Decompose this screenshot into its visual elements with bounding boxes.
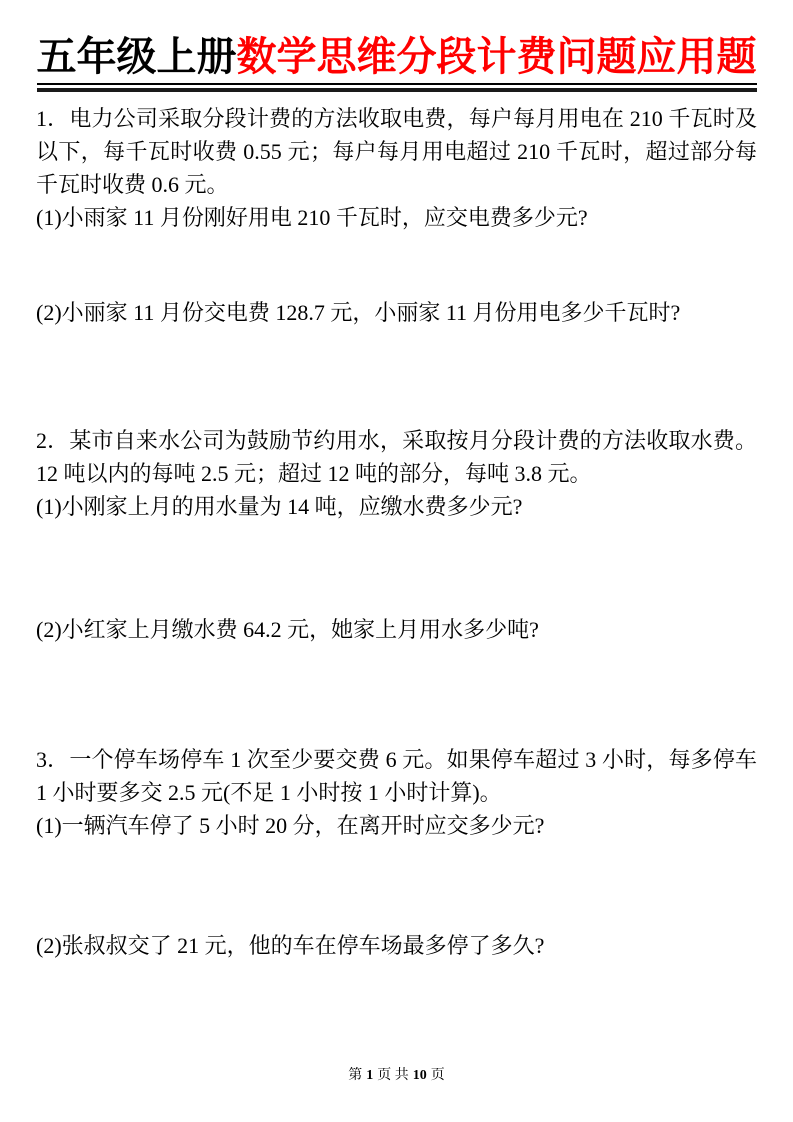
problem-2-part-1: (1)小刚家上月的用水量为 14 吨，应缴水费多少元? <box>36 494 523 519</box>
answer-space <box>36 646 757 743</box>
answer-space <box>36 329 757 424</box>
answer-space <box>36 523 757 613</box>
problem-block-3 <box>36 743 757 962</box>
problem-2-part-2: (2)小红家上月缴水费 64.2 元，她家上月用水多少吨? <box>36 617 539 642</box>
footer-total-pages: 10 <box>412 1068 427 1083</box>
answer-space <box>36 842 757 929</box>
problem-2-intro: 2．某市自来水公司为鼓励节约用水，采取按月分段计费的方法收取水费。12 吨以内的每吨 2.5 元；超过 12 吨的部分，每吨 3.8 元。 <box>36 428 757 486</box>
title-underline-thin <box>37 83 757 85</box>
problem-3-part-2: (2)张叔叔交了 21 元，他的车在停车场最多停了多久? <box>36 933 545 958</box>
title-prefix: 五年级上册 <box>36 34 237 79</box>
document-title <box>37 34 757 92</box>
footer-label-page: 第 <box>348 1068 363 1083</box>
problem-3-intro: 3．一个停车场停车 1 次至少要交费 6 元。如果停车超过 3 小时，每多停车 1 小时要多交 2.5 元(不足 1 小时按 1 小时计算)。 <box>36 747 757 805</box>
problem-block-2 <box>36 424 757 743</box>
problem-block-1 <box>36 102 757 424</box>
footer-label-pages: 页 <box>430 1068 445 1083</box>
footer-page-number: 1 <box>366 1068 374 1083</box>
page-footer <box>0 1064 793 1084</box>
problem-1-intro: 1．电力公司采取分段计费的方法收取电费，每户每月用电在 210 千瓦时及以下，每千瓦时收费 0.55 元；每户每月用电超过 210 千瓦时，超过部分每千瓦时收费 0.6 元。 <box>36 106 757 197</box>
worksheet-body <box>36 102 757 962</box>
answer-space <box>36 234 757 296</box>
title-highlight: 数学思维分段计费问题应用题 <box>236 34 757 79</box>
problem-1-part-2: (2)小丽家 11 月份交电费 128.7 元，小丽家 11 月份用电多少千瓦时? <box>36 300 681 325</box>
document-title-text <box>37 34 757 80</box>
title-underline-thick <box>37 88 757 92</box>
footer-label-of: 页 共 <box>377 1068 409 1083</box>
document-title-row <box>36 34 757 92</box>
problem-3-part-1: (1)一辆汽车停了 5 小时 20 分，在离开时应交多少元? <box>36 813 545 838</box>
problem-1-part-1: (1)小雨家 11 月份刚好用电 210 千瓦时，应交电费多少元? <box>36 205 588 230</box>
